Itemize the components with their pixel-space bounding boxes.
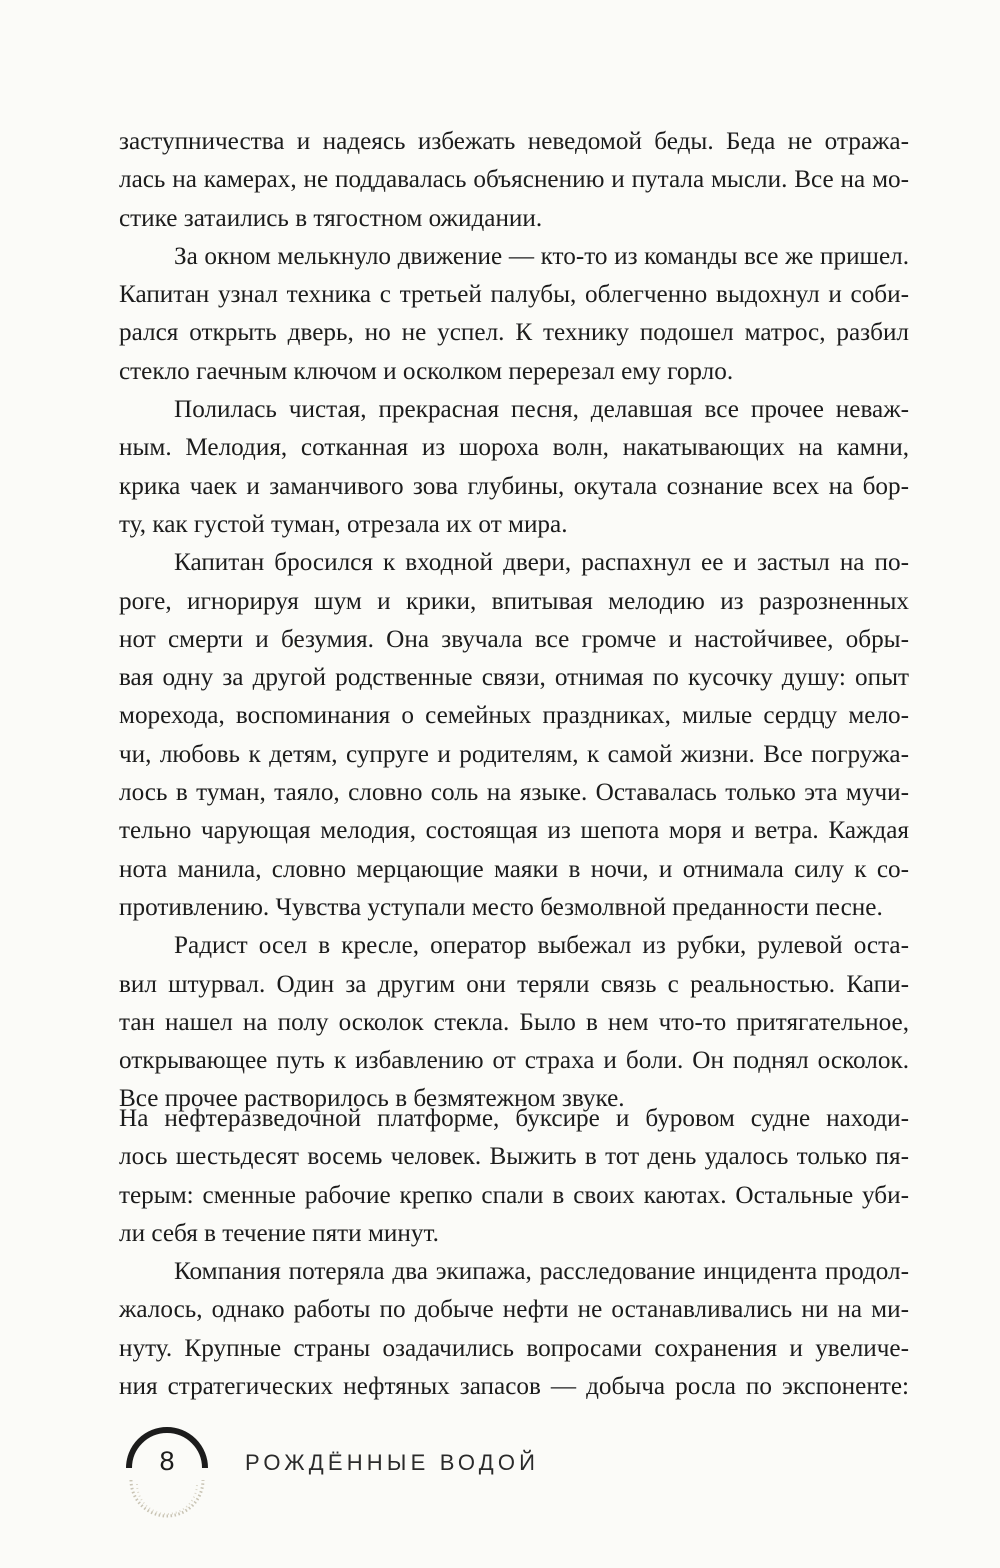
paragraph: [119, 238, 909, 391]
paragraph: [119, 1100, 909, 1253]
text-line: нуту. Крупные страны озадачились вопросами сохранения и увеличе-: [119, 1334, 909, 1362]
text-line: терым: сменные рабочие крепко спали в своих каютах. Остальные уби-: [119, 1181, 909, 1209]
text-line: открывающее путь к избавлению от страха и боли. Он поднял осколок.: [119, 1047, 909, 1075]
text-line: крика чаек и заманчивого зова глубины, окутала сознание всех на бор-: [119, 472, 909, 500]
text-line: Полилась чистая, прекрасная песня, делавшая все прочее неваж-: [174, 396, 909, 424]
text-line: заступничества и надеясь избежать неведомой беды. Беда не отража-: [119, 128, 909, 155]
text-line: жалось, однако работы по добыче нефти не останавливались ни на ми-: [119, 1296, 909, 1324]
paragraph: [119, 927, 909, 1118]
text-line: чи, любовь к детям, супруге и родителям, к самой жизни. Все погружа-: [119, 740, 909, 768]
text-line: Все прочее растворилось в безмятежном звуке.: [119, 1085, 625, 1113]
page-number: 8: [159, 1446, 175, 1476]
text-line: морехода, воспоминания о семейных праздниках, милые сердцу мело-: [119, 702, 909, 730]
text-line: противлению. Чувства уступали место безмолвной преданности песне.: [119, 893, 883, 921]
text-line: рался открыть дверь, но не успел. К технику подошел матрос, разбил: [119, 319, 909, 347]
running-title: РОЖДЁННЫЕ ВОДОЙ: [245, 1450, 540, 1475]
text-line: Компания потеряла два экипажа, расследование инцидента продол-: [174, 1258, 909, 1286]
text-line: ным. Мелодия, сотканная из шороха волн, накатывающих на камни,: [119, 434, 909, 462]
paragraph: [119, 1253, 909, 1406]
text-line: лась на камерах, не поддавалась объяснению и путала мысли. Все на мо-: [119, 166, 909, 194]
text-line: стекло гаечным ключом и осколком перерезал ему горло.: [119, 357, 734, 385]
text-line: вая одну за другой родственные связи, отнимая по кусочку душу: опыт: [119, 664, 909, 692]
text-line: нота манила, словно мерцающие маяки в ночи, и отнимала силу к со-: [119, 855, 909, 883]
text-line: тан нашел на полу осколок стекла. Было в нем что-то притягательное,: [119, 1008, 909, 1036]
text-line: Радист осел в кресле, оператор выбежал из рубки, рулевой оста-: [174, 932, 909, 960]
text-line: лось шестьдесят восемь человек. Выжить в тот день удалось только пя-: [119, 1143, 909, 1171]
text-line: тельно чарующая мелодия, состоящая из шепота моря и ветра. Каждая: [119, 817, 909, 845]
text-line: роге, игнорируя шум и крики, впитывая мелодию из разрозненных: [119, 587, 909, 615]
text-line: На нефтеразведочной платформе, буксире и буровом судне находи-: [119, 1105, 909, 1132]
text-line: ту, как густой туман, отрезала их от мира.: [119, 510, 568, 538]
body-text-top: [119, 123, 909, 1119]
text-line: вил штурвал. Один за другим они теряли связь с реальностью. Капи-: [119, 970, 909, 998]
text-line: Капитан бросился к входной двери, распахнул ее и застыл на по-: [174, 549, 909, 577]
paragraph: [119, 544, 909, 927]
text-line: За окном мелькнуло движение — кто-то из команды все же пришел.: [174, 242, 909, 270]
text-line: лось в туман, таяло, словно соль на языке. Оставалась только эта мучи-: [119, 779, 909, 807]
body-text-bottom: [119, 1100, 909, 1406]
text-line: Капитан узнал техника с третьей палубы, облегченно выдохнул и соби-: [119, 281, 909, 309]
text-line: ли себя в течение пяти минут.: [119, 1219, 439, 1247]
paragraph: [119, 123, 909, 238]
text-line: стике затаились в тягостном ожидании.: [119, 204, 543, 232]
page-footer: [119, 1424, 719, 1514]
text-line: ния стратегических нефтяных запасов — добыча росла по экспоненте:: [119, 1373, 909, 1401]
paragraph: [119, 391, 909, 544]
text-line: нот смерти и безумия. Она звучала все громче и настойчивее, обры-: [119, 625, 909, 653]
